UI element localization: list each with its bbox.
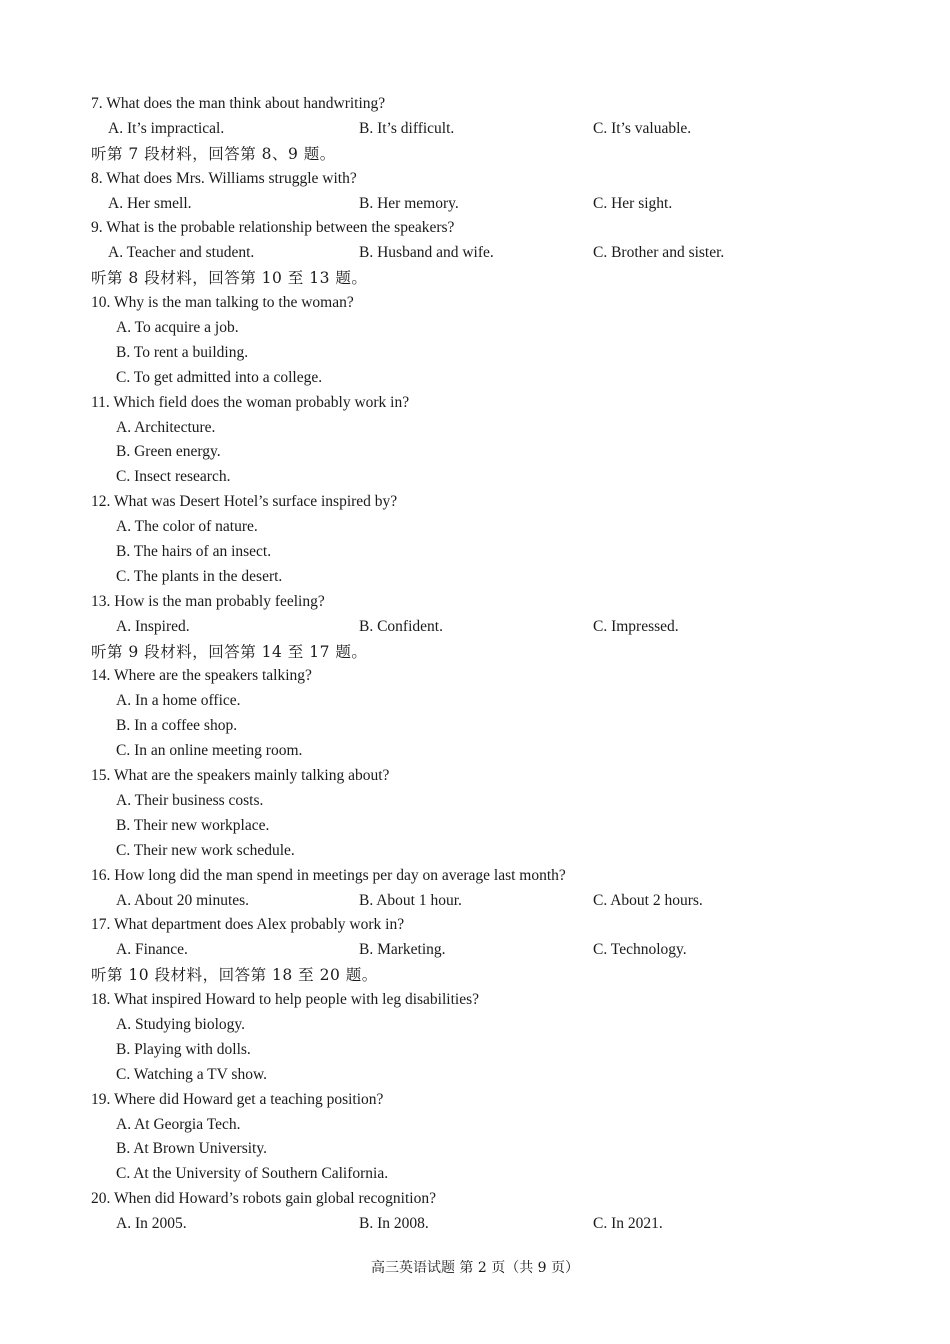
answer-option-c: C. Brother and sister. bbox=[593, 244, 725, 262]
question-stem: 11. Which field does the woman probably work in? bbox=[91, 393, 410, 411]
answer-option-a: A. In 2005. bbox=[116, 1215, 187, 1233]
answer-option-c: C. In 2021. bbox=[593, 1215, 663, 1233]
answer-option: C. Insect research. bbox=[116, 468, 231, 486]
answer-option: A. The color of nature. bbox=[116, 518, 258, 536]
answer-option: B. To rent a building. bbox=[116, 343, 249, 361]
answer-options-row bbox=[91, 192, 871, 217]
answer-option-b: B. Marketing. bbox=[359, 941, 446, 959]
answer-option: C. The plants in the desert. bbox=[116, 567, 283, 585]
section-instruction: 听第 9 段材料，回答第 14 至 17 题。 bbox=[91, 642, 368, 661]
answer-option: A. Their business costs. bbox=[116, 791, 264, 809]
answer-options-row bbox=[91, 117, 871, 142]
answer-option-a: A. Teacher and student. bbox=[108, 244, 255, 262]
question-stem: 9. What is the probable relationship between the speakers? bbox=[91, 219, 455, 237]
question-stem: 18. What inspired Howard to help people with leg disabilities? bbox=[91, 991, 479, 1009]
answer-option-c: C. Her sight. bbox=[593, 194, 673, 212]
answer-option: C. Their new work schedule. bbox=[116, 841, 295, 859]
question-stem: 7. What does the man think about handwriting? bbox=[91, 95, 386, 112]
answer-option-b: B. In 2008. bbox=[359, 1215, 429, 1233]
section-instruction: 听第 10 段材料，回答第 18 至 20 题。 bbox=[91, 966, 378, 985]
question-stem: 19. Where did Howard get a teaching position? bbox=[91, 1090, 384, 1108]
question-stem: 17. What department does Alex probably work in? bbox=[91, 916, 405, 934]
answer-options-row bbox=[91, 889, 871, 914]
section-instruction: 听第 8 段材料，回答第 10 至 13 题。 bbox=[91, 269, 368, 288]
answer-option-c: C. About 2 hours. bbox=[593, 891, 703, 909]
answer-options-row bbox=[91, 1212, 871, 1237]
answer-option-a: A. Inspired. bbox=[116, 617, 190, 635]
answer-options-row bbox=[91, 241, 871, 266]
answer-option-b: B. Confident. bbox=[359, 617, 443, 635]
answer-option-c: C. Technology. bbox=[593, 941, 687, 959]
question-stem: 12. What was Desert Hotel’s surface inspired by? bbox=[91, 493, 398, 511]
question-stem: 10. Why is the man talking to the woman? bbox=[91, 294, 354, 312]
question-stem: 15. What are the speakers mainly talking about? bbox=[91, 767, 390, 785]
answer-option: C. To get admitted into a college. bbox=[116, 368, 323, 386]
answer-option-c: C. It’s valuable. bbox=[593, 119, 692, 137]
answer-option-a: A. About 20 minutes. bbox=[116, 891, 250, 909]
question-stem: 16. How long did the man spend in meetings per day on average last month? bbox=[91, 866, 566, 884]
question-stem: 8. What does Mrs. Williams struggle with? bbox=[91, 169, 357, 187]
question-list bbox=[91, 92, 871, 1237]
answer-option: C. Watching a TV show. bbox=[116, 1065, 268, 1083]
question-stem: 14. Where are the speakers talking? bbox=[91, 667, 312, 685]
question-stem: 20. When did Howard’s robots gain global recognition? bbox=[91, 1190, 436, 1208]
answer-option-b: B. Husband and wife. bbox=[359, 244, 494, 262]
answer-option: A. Architecture. bbox=[116, 418, 216, 436]
answer-option: B. Their new workplace. bbox=[116, 816, 270, 834]
answer-option: B. Playing with dolls. bbox=[116, 1040, 251, 1058]
answer-options-row bbox=[91, 938, 871, 963]
answer-option-b: B. Her memory. bbox=[359, 194, 459, 212]
answer-option: C. At the University of Southern California. bbox=[116, 1165, 389, 1183]
answer-option: B. At Brown University. bbox=[116, 1140, 267, 1158]
answer-option: A. At Georgia Tech. bbox=[116, 1115, 241, 1133]
answer-option: A. Studying biology. bbox=[116, 1015, 246, 1033]
answer-option: A. To acquire a job. bbox=[116, 319, 239, 337]
answer-option-c: C. Impressed. bbox=[593, 617, 679, 635]
answer-option: C. In an online meeting room. bbox=[116, 742, 303, 760]
answer-option-a: A. It’s impractical. bbox=[108, 119, 225, 137]
answer-option-b: B. About 1 hour. bbox=[359, 891, 462, 909]
section-instruction: 听第 7 段材料，回答第 8、9 题。 bbox=[91, 144, 336, 163]
question-stem: 13. How is the man probably feeling? bbox=[91, 592, 325, 610]
answer-option: A. In a home office. bbox=[116, 692, 241, 710]
answer-option-a: A. Her smell. bbox=[108, 194, 192, 212]
answer-option-b: B. It’s difficult. bbox=[359, 119, 455, 137]
answer-option: B. The hairs of an insect. bbox=[116, 543, 272, 561]
answer-options-row bbox=[91, 615, 871, 640]
answer-option-a: A. Finance. bbox=[116, 941, 188, 959]
answer-option: B. In a coffee shop. bbox=[116, 717, 238, 735]
page-footer: 高三英语试题 第 2 页（共 9 页） bbox=[370, 1260, 580, 1276]
answer-option: B. Green energy. bbox=[116, 443, 221, 461]
